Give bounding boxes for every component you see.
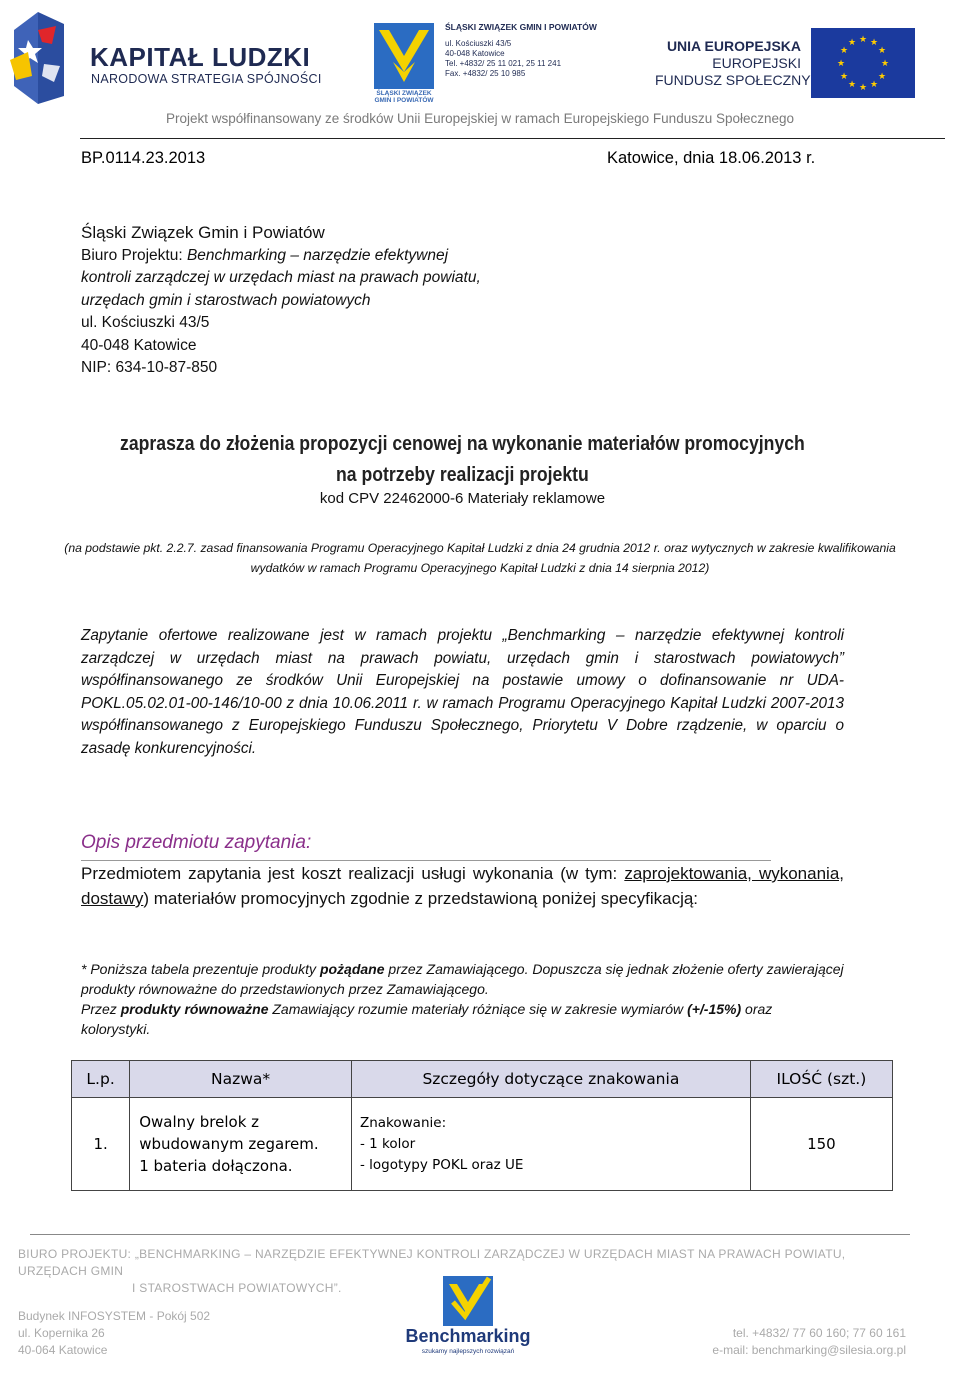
- subject-suffix: ) materiałów promocyjnych zgodnie z przedstawioną poniżej specyfikacją:: [143, 889, 699, 908]
- szg-name: ŚLĄSKI ZWIĄZEK GMIN I POWIATÓW: [445, 22, 597, 32]
- benchmarking-logo-icon: [437, 1272, 499, 1332]
- note-text-1: * Poniższa tabela prezentuje produkty: [81, 961, 320, 977]
- eu-fund-label: [655, 38, 811, 89]
- note-text-3: Przez: [81, 1001, 121, 1017]
- table-header-row: [72, 1061, 893, 1098]
- eu-line-3: FUNDUSZ SPOŁECZNY: [655, 72, 811, 88]
- city: 40-048 Katowice: [81, 336, 197, 354]
- name-line-2: wbudowanym zegarem.: [139, 1135, 319, 1153]
- footer-divider: [30, 1234, 910, 1235]
- inquiry-paragraph: Zapytanie ofertowe realizowane jest w ramach projektu „Benchmarking – narzędzie efektywnej kontroli zarządczej w urzędach miast na prawach powiatu, urzędach gmin i starostwach powiatowych” współfinansowanego ze środków Unii Europejskiej na postawie umowy o dofinansowanie nr UDA-POKL.05.02.01-00-146/10-00 z dnia 10.06.2011 r. w ramach Programu Operacyjnego Kapitał Ludzki 2007-2013 współfinansowanego z Europejskiego Funduszu Społecznego, Priorytetu V Dobre rządzenie, w oparciu o zasadę konkurencyjności.: [81, 627, 844, 757]
- name-line-3: 1 bateria dołączona.: [139, 1157, 293, 1175]
- svg-text:★: ★: [836, 59, 846, 69]
- svg-text:★: ★: [847, 38, 857, 48]
- szg-tel: Tel. +4832/ 25 11 021, 25 11 241: [445, 59, 562, 68]
- marking-line-2: - 1 kolor: [359, 1135, 416, 1152]
- kapital-ludzki-logo-icon: [8, 10, 70, 106]
- footer-email: e-mail: benchmarking@silesia.org.pl: [712, 1343, 906, 1357]
- equivalence-note: [81, 959, 844, 1039]
- eu-line-2: EUROPEJSKI: [712, 55, 801, 71]
- note-bold-2: produkty równoważne: [120, 1001, 269, 1017]
- header-lp: L.p.: [72, 1061, 130, 1098]
- specification-table: [71, 1060, 893, 1191]
- svg-text:★: ★: [869, 80, 879, 90]
- footer-address: [18, 1308, 210, 1359]
- table-row: [72, 1098, 893, 1191]
- slaski-zwiazek-logo-tag: ŚLĄSKI ZWIĄZEK GMIN I POWIATÓW: [374, 90, 434, 104]
- szg-street: ul. Kościuszki 43/5: [445, 39, 512, 48]
- note-bold-1: pożądane: [319, 961, 385, 977]
- subject-heading: Opis przedmiotu zapytania:: [81, 832, 312, 853]
- svg-text:★: ★: [877, 72, 887, 82]
- note-text-5: oraz kolorystyki.: [81, 1001, 773, 1037]
- benchmarking-title: Benchmarking: [405, 1326, 531, 1346]
- subject-prefix: Przedmiotem zapytania jest koszt realizacji usługi wykonania (w tym:: [81, 864, 625, 883]
- svg-text:★: ★: [847, 80, 857, 90]
- svg-text:★: ★: [839, 72, 849, 82]
- footer-address-line-3: 40-064 Katowice: [18, 1343, 108, 1357]
- footer-address-line-1: Budynek INFOSYSTEM - Pokój 502: [18, 1309, 211, 1323]
- document-date: Katowice, dnia 18.06.2013 r.: [607, 149, 816, 167]
- office-prefix: Biuro Projektu:: [81, 246, 187, 264]
- svg-text:★: ★: [858, 35, 868, 45]
- eu-line-1: UNIA EUROPEJSKA: [666, 38, 801, 54]
- cell-name: [130, 1098, 352, 1191]
- szg-fax: Fax. +4832/ 25 10 985: [445, 69, 526, 78]
- subject-underlined: zaprojektowania, wykonania, dostawy: [81, 864, 844, 908]
- note-text-2: przez Zamawiającego. Dopuszcza się jednak złożenie oferty zawierającej produkty równoważne do przedstawionych przez Zamawiającego.: [81, 961, 844, 997]
- cofinancing-note: Projekt współfinansowany ze środków Unii Europejskiej w ramach Europejskiego Funduszu Społecznego: [165, 111, 795, 126]
- svg-text:★: ★: [839, 46, 849, 56]
- footer-contact: [700, 1325, 906, 1359]
- marking-line-1: Znakowanie:: [359, 1114, 447, 1131]
- cell-marking: [351, 1098, 750, 1191]
- legal-basis: (na podstawie pkt. 2.2.7. zasad finansowania Programu Operacyjnego Kapitał Ludzki z dnia 24 grudnia 2012 r. oraz wytycznych w zakresie kwalifikowania wydatków w ramach Programu Operacyjnego Kapitał Ludzki z dnia 14 sierpnia 2012): [64, 541, 896, 575]
- slaski-zwiazek-contact: [445, 22, 597, 79]
- cell-lp: 1.: [72, 1098, 130, 1191]
- szg-city: 40-048 Katowice: [445, 49, 505, 58]
- street: ul. Kościuszki 43/5: [81, 314, 210, 331]
- name-line-1: Owalny brelok z: [139, 1113, 260, 1131]
- benchmarking-tagline: szukamy najlepszych rozwiązań: [421, 1348, 515, 1355]
- cell-quantity: 150: [750, 1098, 892, 1191]
- footer-project-line-2: I STAROSTWACH POWIATOWYCH”.: [132, 1281, 342, 1295]
- office-name: Benchmarking – narzędzie efektywnej kontroli zarządczej w urzędach miast na prawach powiatu, urzędach gmin i starostwach powiatowych: [81, 246, 481, 309]
- note-bold-3: (+/-15%): [687, 1001, 742, 1017]
- svg-text:★: ★: [880, 59, 890, 69]
- note-text-4: Zamawiający rozumie materiały różniące się w zakresie wymiarów: [268, 1001, 688, 1017]
- cpv-code: kod CPV 22462000-6 Materiały reklamowe: [319, 490, 606, 507]
- office-line: [81, 245, 501, 313]
- marking-line-3: - logotypy POKL oraz UE: [359, 1156, 524, 1173]
- header-quantity: ILOŚĆ (szt.): [750, 1061, 892, 1098]
- eu-flag-icon: [811, 28, 915, 98]
- invitation-line-1: zaprasza do złożenia propozycji cenowej na wykonanie materiałów promocyjnych: [120, 432, 805, 455]
- reference-number: BP.0114.23.2013: [81, 149, 206, 167]
- svg-text:★: ★: [877, 46, 887, 56]
- nip: NIP: 634-10-87-850: [81, 359, 218, 376]
- header-name: Nazwa*: [130, 1061, 352, 1098]
- header-divider: [80, 138, 945, 139]
- invitation-heading: [65, 428, 861, 490]
- header-marking: Szczegóły dotyczące znakowania: [351, 1061, 750, 1098]
- organization-name: Śląski Związek Gmin i Powiatów: [81, 223, 325, 242]
- subject-paragraph: [81, 861, 844, 911]
- svg-text:★: ★: [858, 83, 868, 93]
- invitation-line-2: na potrzeby realizacji projektu: [336, 463, 589, 486]
- kapital-ludzki-title: KAPITAŁ LUDZKI: [90, 42, 311, 72]
- footer-address-line-2: ul. Kopernika 26: [18, 1326, 105, 1340]
- sender-address: [81, 222, 501, 380]
- footer-phone: tel. +4832/ 77 60 160; 77 60 161: [732, 1326, 906, 1340]
- kapital-ludzki-subtitle: NARODOWA STRATEGIA SPÓJNOŚCI: [91, 72, 322, 86]
- footer-project-line-1: BIURO PROJEKTU: „BENCHMARKING – NARZĘDZIE EFEKTYWNEJ KONTROLI ZARZĄDCZEJ W URZĘDACH MIAST NA PRAWACH POWIATU, URZĘDACH GMIN: [18, 1247, 846, 1278]
- svg-text:★: ★: [869, 38, 879, 48]
